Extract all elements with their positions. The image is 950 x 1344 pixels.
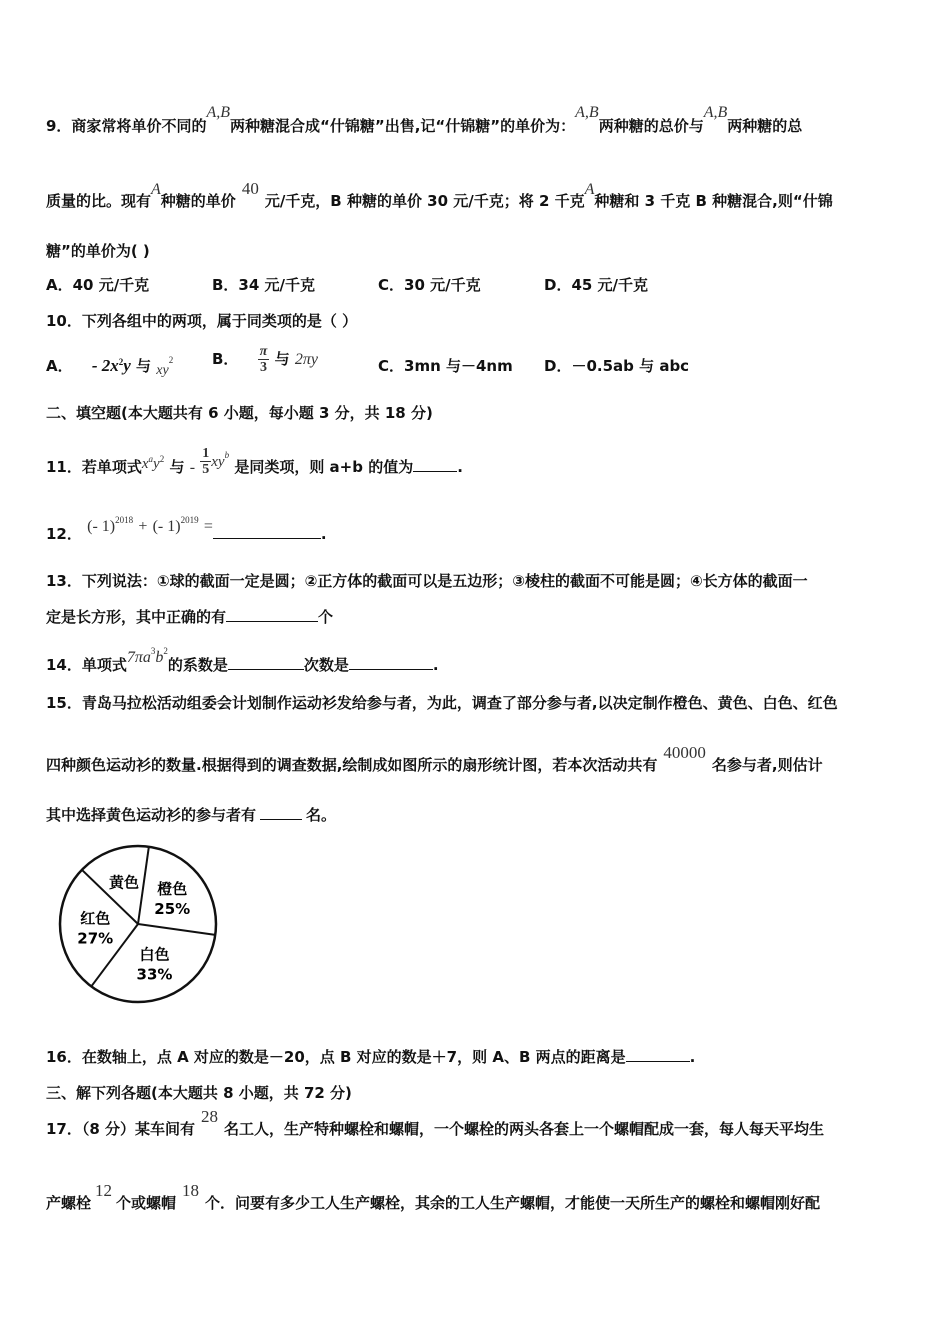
section-3-heading: 三、解下列各题(本大题共 8 小题，共 72 分) xyxy=(46,1084,352,1102)
pie-slice-label: 橙色 xyxy=(157,880,188,899)
q12: 12． (- 1)$^{2018}$ + (- 1)$^{2019}$ = . xyxy=(46,515,327,543)
q11: 11．若单项式$x^ay^2$ 与 - $\frac{1}{5}$ $xy^b$ 是同类项，则 a+b 的值为 . xyxy=(46,446,463,477)
q17-nuts: 18 xyxy=(182,1181,200,1200)
q17-line1: 17．（8 分）某车间有28名工人，生产特种螺栓和螺帽，一个螺栓的两头各套上一个螺帽配成一套，每人每天平均生 xyxy=(46,1107,825,1138)
q9-ab-2: A,B xyxy=(575,104,599,121)
q9-option-a: A．40 元/千克 xyxy=(46,276,150,294)
q17-workers: 28 xyxy=(201,1107,219,1126)
q17-line2: 产螺栓12个或螺帽18个．问要有多少工人生产螺栓，其余的工人生产螺帽，才能使一天所生产的螺栓和螺帽刚好配 xyxy=(46,1181,821,1212)
q9-ab-1: A,B xyxy=(206,104,230,121)
q14-degree-blank[interactable] xyxy=(349,655,433,670)
q12-answer-blank[interactable] xyxy=(213,524,321,539)
q16-answer-blank[interactable] xyxy=(626,1047,690,1062)
pie-chart xyxy=(40,840,240,1020)
q10-option-b: B． $\frac{\pi}{3}$ 与 2πy xyxy=(212,344,318,375)
pie-slice-label: 黄色 xyxy=(109,873,140,892)
section-2-heading: 二、填空题(本大题共有 6 小题，每小题 3 分，共 18 分) xyxy=(46,404,433,422)
pie-slice-value: 33% xyxy=(136,965,173,984)
q15-line1: 15．青岛马拉松活动组委会计划制作运动衫发给参与者，为此，调查了部分参与者,以决定制作橙色、黄色、白色、红色 xyxy=(46,694,838,712)
q9-option-c: C．30 元/千克 xyxy=(378,276,481,294)
q10-option-c: C．3mn 与－4nm xyxy=(378,357,513,375)
q15-total: 40000 xyxy=(663,743,706,762)
q14: 14．单项式$7\pi a^3b^2$的系数是 次数是 . xyxy=(46,646,439,674)
pie-slice-value: 25% xyxy=(154,900,191,919)
q10-stem: 10．下列各组中的两项，属于同类项的是（ ） xyxy=(46,312,358,330)
q15-answer-blank[interactable] xyxy=(260,805,302,820)
q13-answer-blank[interactable] xyxy=(226,607,318,622)
q9-line1: 9．商家常将单价不同的A,B两种糖混合成“什锦糖”出售,记“什锦糖”的单价为：A,B两种糖的总价与A,B两种糖的总 xyxy=(46,104,803,135)
pie-slice-value: 27% xyxy=(77,929,114,948)
q11-fraction: $\frac{1}{5}$ xyxy=(202,446,210,477)
q10-option-d: D．－0.5ab 与 abc xyxy=(544,357,690,375)
q11-answer-blank[interactable] xyxy=(413,457,457,472)
q15-line2: 四种颜色运动衫的数量.根据得到的调查数据,绘制成如图所示的扇形统计图，若本次活动共有40000名参与者,则估计 xyxy=(46,743,823,774)
q10-option-a: A． - $2x^2y$ 与 $xy^2$ xyxy=(46,355,174,378)
q9-option-d: D．45 元/千克 xyxy=(544,276,649,294)
q9-line3: 糖”的单价为( ) xyxy=(46,242,150,260)
pie-slice-label: 白色 xyxy=(139,945,170,964)
q9-option-b: B．34 元/千克 xyxy=(212,276,316,294)
q14-coefficient-blank[interactable] xyxy=(228,655,304,670)
q15-line3: 其中选择黄色运动衫的参与者有 名。 xyxy=(46,806,337,824)
q9-price-a: 40 xyxy=(241,179,259,198)
q10-b-fraction: $\frac{\pi}{3}$ xyxy=(259,344,268,375)
pie-slice-label: 红色 xyxy=(80,909,111,928)
q9-line2: 质量的比。现有A种糖的单价40元/千克，B 种糖的单价 30 元/千克；将 2 千克A种糖和 3 千克 B 种糖混合,则“什锦 xyxy=(46,179,833,210)
q13-line1: 13．下列说法：①球的截面一定是圆；②正方体的截面可以是五边形；③棱柱的截面不可能是圆；④长方体的截面一 xyxy=(46,572,808,590)
q13-line2: 定是长方形，其中正确的有 个 xyxy=(46,608,334,626)
q16: 16．在数轴上，点 A 对应的数是－20，点 B 对应的数是＋7，则 A、B 两点的距离是 . xyxy=(46,1048,696,1066)
q9-ab-3: A,B xyxy=(703,104,728,121)
q17-bolts: 12 xyxy=(95,1181,113,1200)
